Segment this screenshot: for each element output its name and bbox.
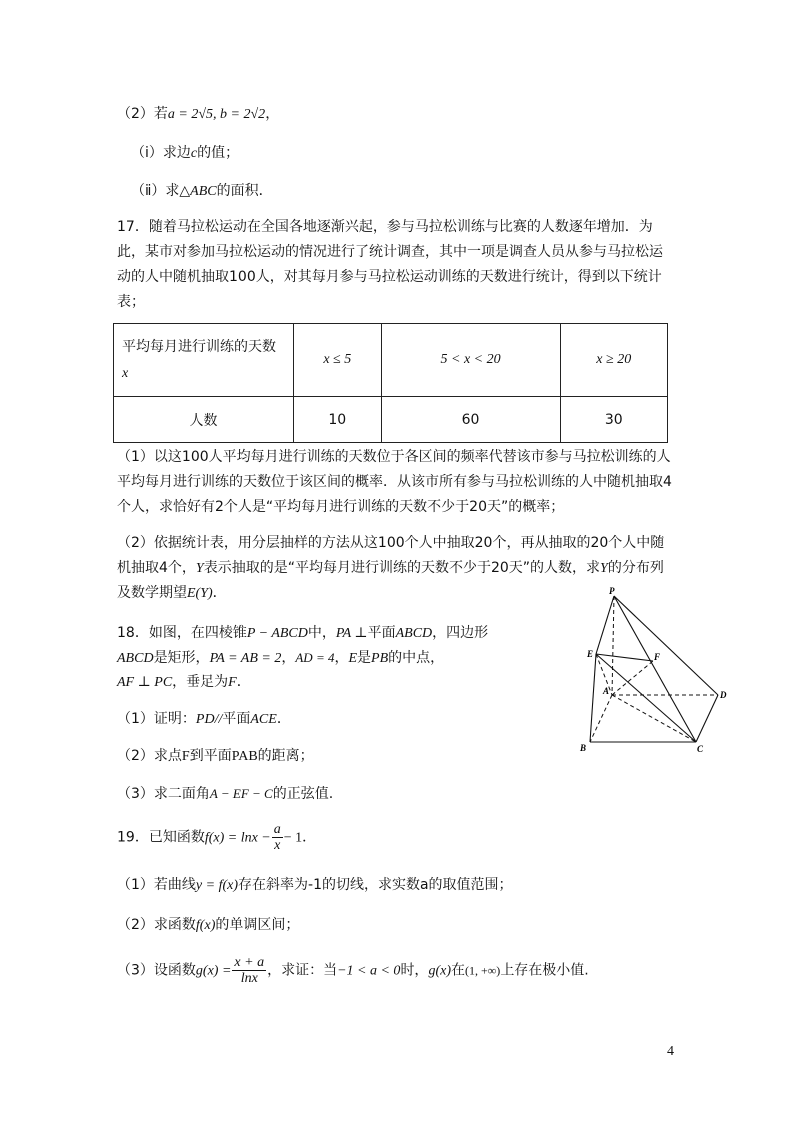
table-count-cell: 30 xyxy=(560,397,667,443)
edge-cd xyxy=(696,695,718,742)
label-c: C xyxy=(697,744,704,754)
table-row-label: 人数 xyxy=(114,397,294,443)
q16-part2-i: （ⅰ）求边c的值； xyxy=(131,145,240,161)
fraction: $\frac{x + a}{\ln x}$ xyxy=(234,955,265,986)
q16-condition-math: a = 2√5, b = 2√2 xyxy=(167,107,266,122)
label-b: B xyxy=(580,743,587,753)
q18-part1: （1）证明：PD//平面ACE． xyxy=(117,711,291,727)
table-header-label: 平均每月进行训练的天数 x xyxy=(114,324,294,397)
q18-line1: 18．如图，在四棱锥P − ABCD中，PA ⊥平面ABCD，四边形 xyxy=(117,625,489,641)
q19-part1: （1）若曲线y = f(x)存在斜率为-1的切线，求实数a的取值范围； xyxy=(117,877,513,893)
q16-part2-ii: （ⅱ）求△ABC的面积． xyxy=(131,183,273,199)
pyramid-figure xyxy=(570,585,730,760)
table-count-cell: 60 xyxy=(381,397,560,443)
label-d: D xyxy=(720,690,727,700)
table-row xyxy=(114,324,668,397)
edge-pa xyxy=(612,596,614,695)
table-interval-cell: x ≤ 5 xyxy=(294,324,382,397)
table-row xyxy=(114,397,668,443)
q17-part2: （2）依据统计表，用分层抽样的方法从这100个人中抽取20个，再从抽取的20个人中随机抽取4个，Y表示抽取的是“平均每月进行训练的天数不少于20天”的人数，求Y的分布列及数学期望E(Y)． xyxy=(117,535,665,601)
edge-pc xyxy=(614,596,696,742)
q17-part1: （1）以这100人平均每月进行训练的天数位于各区间的频率代替该市参与马拉松训练的人平均每月进行训练的天数位于该区间的概率．从该市所有参与马拉松训练的人中随机抽取4个人，求恰好有2个人是“平均每月进行训练的天数不少于20天”的概率； xyxy=(117,449,672,515)
label-e: E xyxy=(587,649,594,659)
edge-ab xyxy=(590,695,612,742)
label-a: A xyxy=(603,686,610,696)
q18-line3: AF ⊥ PC，垂足为F． xyxy=(117,674,251,690)
q17-statistics-table xyxy=(113,323,668,443)
q19-part2: （2）求函数f(x)的单调区间； xyxy=(117,917,300,933)
q18-line2: ABCD是矩形，PA = AB = 2，AD = 4，E是PB的中点， xyxy=(117,650,445,666)
edge-ef xyxy=(596,654,653,661)
q19-part3: （3）设函数g(x) = $\frac{x + a}{\ln x}$ ，求证：当−1 < a < 0时，g(x)在(1, +∞)上存在极小值. xyxy=(117,955,589,986)
table-count-cell: 10 xyxy=(294,397,382,443)
q19-stem: 19．已知函数f(x) = lnx − $\frac{a}{x}$ − 1． xyxy=(117,822,317,853)
label-p: P xyxy=(609,586,615,596)
q17-stem: 17．随着马拉松运动在全国各地逐渐兴起，参与马拉松训练与比赛的人数逐年增加．为此，某市对参加马拉松运动的情况进行了统计调查，其中一项是调查人员从参与马拉松运动的人中随机抽取100人，对其每月参与马拉松运动训练的天数进行统计，得到以下统计表； xyxy=(117,219,663,310)
q18-part2: （2）求点F到平面PAB的距离； xyxy=(117,748,314,764)
table-interval-cell: x ≥ 20 xyxy=(560,324,667,397)
edge-eb xyxy=(590,654,596,742)
edge-af xyxy=(612,661,653,695)
q16-part2: （2）若a = 2√5, b = 2√2， xyxy=(117,106,280,122)
fraction: $\frac{a}{x}$ xyxy=(273,822,281,853)
page-number: 4 xyxy=(667,1044,674,1059)
edge-pe xyxy=(596,596,614,654)
table-interval-cell: 5 < x < 20 xyxy=(381,324,560,397)
label-f: F xyxy=(654,652,661,662)
q18-part3: （3）求二面角A − EF − C的正弦值. xyxy=(117,786,334,802)
